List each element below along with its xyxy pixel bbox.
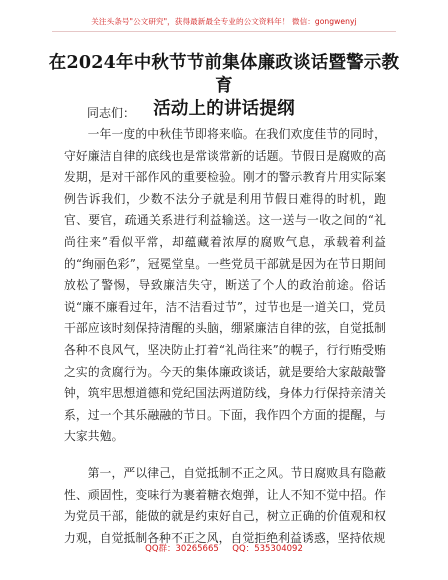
body-paragraph-1: 一年一度的中秋佳节即将来临。在我们欢度佳节的同时，守好廉洁自律的底线也是常谈常新的话题。节假日是腐败的高发期，是对干部作风的重要检验。刚才的警示教育片用实际案例告诉我们，少数不法分子就是利用节假日难得的时机，跑官、要官，疏通关系进行利益输送。这一送与一收之间的“礼尚往来”看似平常，却蕴藏着浓厚的腐败气息，承载着利益的“绚丽色彩”，冠冕堂皇。一些党员干部就是因为在节日期间放松了警惕，导致廉洁失守，断送了个人的政治前途。俗话说“廉不廉看过年，洁不洁看过节”，过节也是一道关口，党员干部应该时刻保持清醒的头脑，绷紧廉洁自律的弦，自觉抵制各种不良风气，坚决防止打着“礼尚往来”的幌子，行行贿受贿之实的贪腐行为。今天的集体廉政谈话，就是要给大家敲敲警钟，筑牢思想道德和党纪国法两道防线，身体力行保持亲清关系，过一个其乐融融的节日。下面，我作四个方面的提醒，与大家共勉。	[64, 127, 386, 444]
body-paragraph-2: 第一，严以律己，自觉抵制不正之风。节日腐败具有隐蔽性、顽固性，变味行为裹着糖衣炮弹，让人不知不觉中招。作为党员干部，能做的就是约束好自己，树立正确的价值观和权力观，自觉抵制各种不正之风，自觉拒绝利益诱惑，坚持依规	[64, 466, 386, 545]
salutation: 同志们：	[87, 106, 136, 120]
document-title-line-2: 活动上的讲话提纲	[153, 99, 295, 119]
header-divider	[52, 31, 396, 32]
footer-contact	[0, 542, 448, 554]
qq-group-label: QQ群：	[145, 544, 176, 554]
document-title-line-1: 在2024年中秋节节前集体廉政谈话暨警示教育	[48, 53, 400, 96]
qq-label: QQ：	[232, 544, 255, 554]
qq-number: 535304092	[254, 544, 303, 554]
header-notice: 关注头条号"公文研究"，获得最新最全专业的公文资料年！ 微信：gongwenyj	[91, 17, 357, 26]
qq-group-number: 30265665	[175, 544, 219, 554]
